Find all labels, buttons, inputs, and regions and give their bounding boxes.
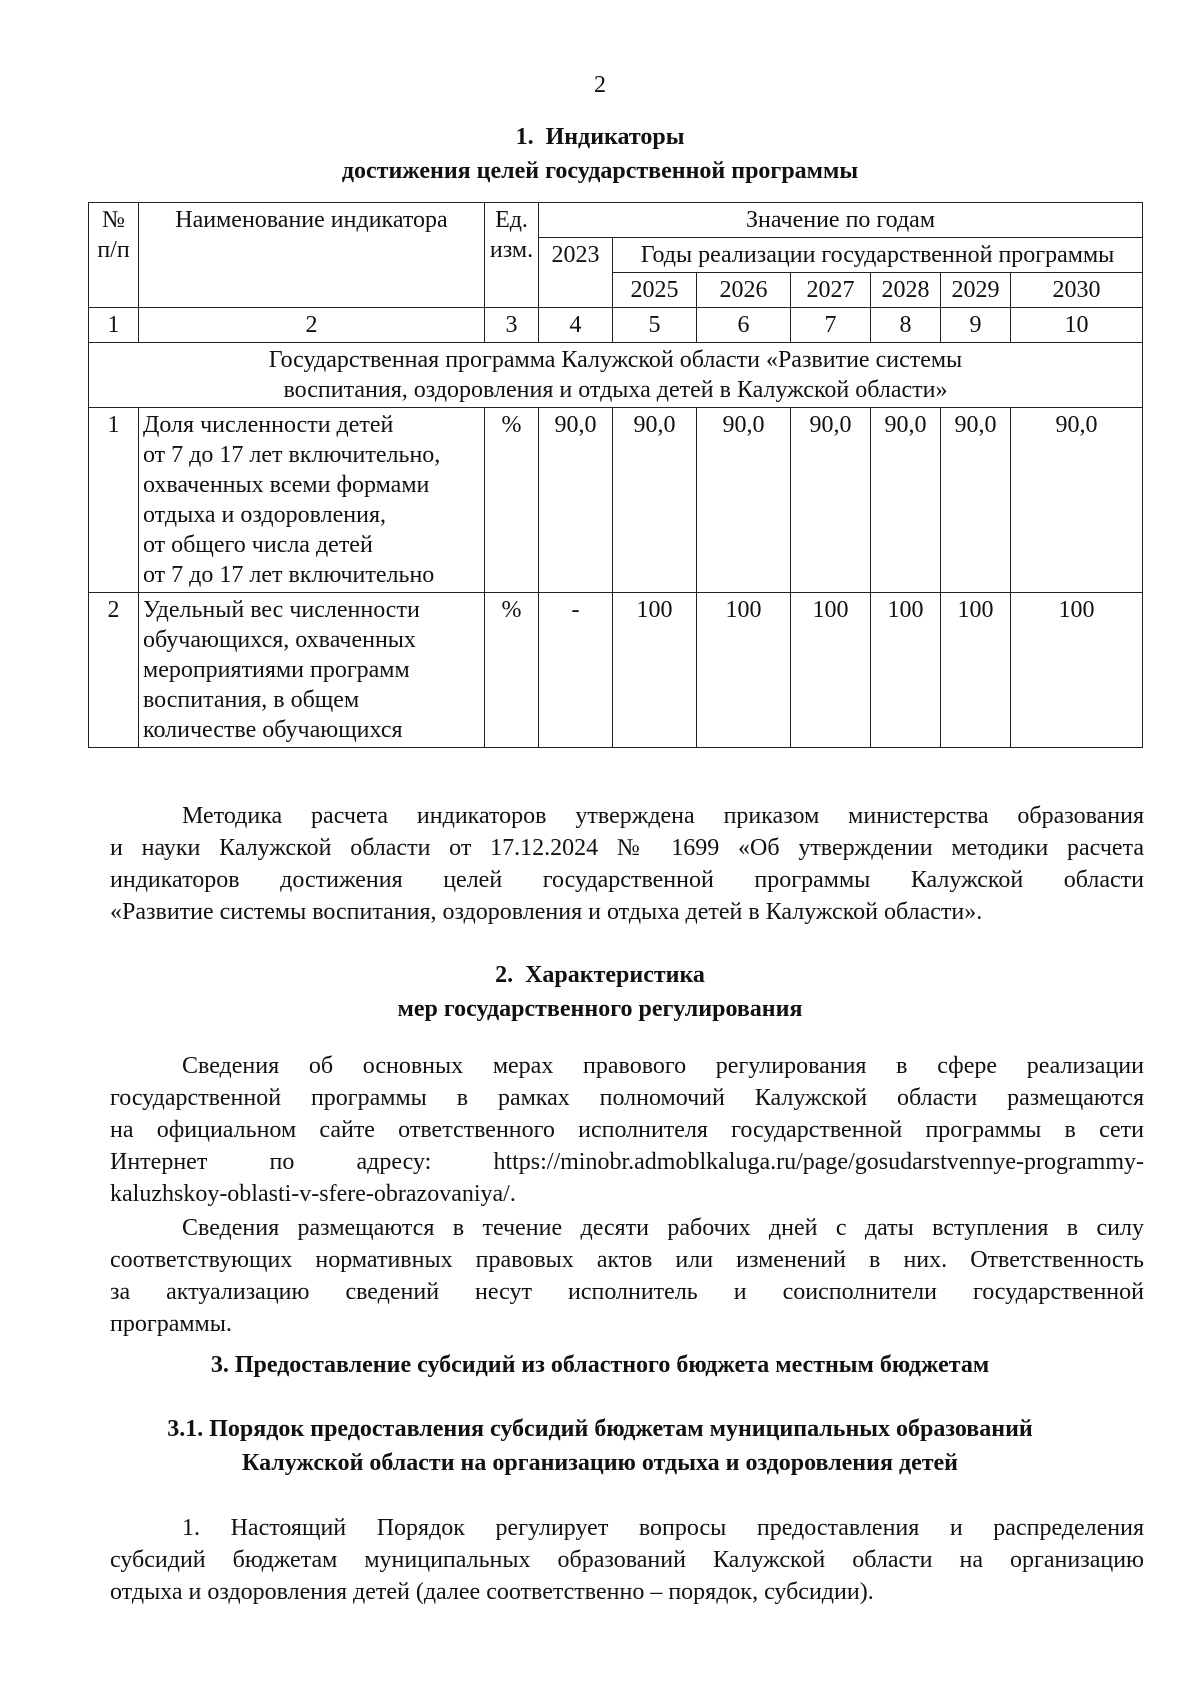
- header-name: Наименование индикатора: [139, 203, 485, 308]
- section2-heading: [0, 958, 1200, 1026]
- col-number: 8: [871, 308, 941, 343]
- row-value: 90,0: [871, 408, 941, 593]
- row-name: [139, 593, 485, 748]
- section3-heading: 3. Предоставление субсидий из областного бюджета местным бюджетам: [210, 1352, 990, 1378]
- section31-title-line1: 3.1. Порядок предоставления субсидий бюджетам муниципальных образований: [167, 1416, 1033, 1442]
- row-value: 100: [697, 593, 791, 748]
- row-name-line: от 7 до 17 лет включительно: [143, 562, 435, 588]
- header-base-year: 2023: [539, 238, 613, 308]
- section1-heading: [0, 120, 1200, 188]
- text-line: Сведения об основных мерах правового регулирования в сфере реализации: [182, 1053, 1144, 1079]
- text-line: и науки Калужской области от 17.12.2024 № 1699 «Об утверждении методики расчета: [110, 835, 1144, 861]
- row-value: 100: [791, 593, 871, 748]
- text-line: соответствующих нормативных правовых актов или изменений в них. Ответственность: [110, 1247, 1144, 1273]
- col-number: 10: [1011, 308, 1143, 343]
- section1-title-line2: достижения целей государственной программы: [341, 158, 859, 184]
- header-values: Значение по годам: [539, 203, 1143, 238]
- section2-paragraph2: [110, 1212, 1144, 1340]
- table-row: [89, 408, 1143, 593]
- program-title-row: [89, 343, 1143, 408]
- indicators-table: [88, 202, 1143, 748]
- methodology-paragraph: [110, 800, 1144, 928]
- row-value: 100: [871, 593, 941, 748]
- row-value: 100: [1011, 593, 1143, 748]
- text-line: индикаторов достижения целей государственной программы Калужской области: [110, 867, 1144, 893]
- section31-heading: [0, 1412, 1200, 1480]
- section2-title-line1: Характеристика: [525, 962, 705, 988]
- row-name: [139, 408, 485, 593]
- row-name-line: отдыха и оздоровления,: [143, 502, 386, 528]
- row-no: 1: [89, 408, 139, 593]
- text-line: Интернет по адресу: https://minobr.admoblkaluga.ru/page/gosudarstvennye-programmy-: [110, 1149, 1144, 1175]
- text-line: отдыха и оздоровления детей (далее соответственно – порядок, субсидии).: [110, 1579, 874, 1605]
- row-name-line: количестве обучающихся: [143, 717, 403, 743]
- header-year: 2030: [1011, 273, 1143, 308]
- header-year: 2025: [613, 273, 697, 308]
- row-value: 90,0: [1011, 408, 1143, 593]
- row-name-line: обучающихся, охваченных: [143, 627, 416, 653]
- header-year: 2027: [791, 273, 871, 308]
- col-number: 6: [697, 308, 791, 343]
- text-line: kaluzhskoy-oblasti-v-sfere-obrazovaniya/.: [110, 1181, 516, 1207]
- table-row: [89, 593, 1143, 748]
- col-number: 3: [485, 308, 539, 343]
- section31-title-line2: Калужской области на организацию отдыха и оздоровления детей: [241, 1450, 959, 1476]
- header-year: 2029: [941, 273, 1011, 308]
- header-impl-years: Годы реализации государственной программы: [613, 238, 1143, 273]
- row-name-line: воспитания, в общем: [143, 687, 360, 713]
- text-line: за актуализацию сведений несут исполнитель и соисполнители государственной: [110, 1279, 1144, 1305]
- text-line: Сведения размещаются в течение десяти рабочих дней с даты вступления в силу: [182, 1215, 1144, 1241]
- row-value: 90,0: [613, 408, 697, 593]
- col-number: 1: [89, 308, 139, 343]
- section2-paragraph1: [110, 1050, 1144, 1210]
- row-name-line: от общего числа детей: [143, 532, 373, 558]
- text-line: «Развитие системы воспитания, оздоровления и отдыха детей в Калужской области».: [110, 899, 983, 925]
- header-unit: Ед. изм.: [485, 203, 539, 308]
- program-title-line1: Государственная программа Калужской области «Развитие системы: [268, 347, 963, 373]
- header-year: 2028: [871, 273, 941, 308]
- section2-title-line2: мер государственного регулирования: [397, 996, 803, 1022]
- row-name-line: мероприятиями программ: [143, 657, 410, 683]
- text-line: государственной программы в рамках полномочий Калужской области размещаются: [110, 1085, 1144, 1111]
- page-number: 2: [594, 72, 606, 98]
- text-line: на официальном сайте ответственного исполнителя государственной программы в сети: [110, 1117, 1144, 1143]
- row-name-line: Удельный вес численности: [143, 597, 420, 623]
- text-line: программы.: [110, 1311, 232, 1337]
- program-title-line2: воспитания, оздоровления и отдыха детей в Калужской области»: [283, 377, 948, 403]
- row-value: 100: [613, 593, 697, 748]
- col-number: 2: [139, 308, 485, 343]
- row-value: 90,0: [697, 408, 791, 593]
- section1-title-line1: Индикаторы: [545, 124, 685, 150]
- header-year: 2026: [697, 273, 791, 308]
- row-value: 90,0: [791, 408, 871, 593]
- row-unit: %: [485, 593, 539, 748]
- col-number: 7: [791, 308, 871, 343]
- row-value: 100: [941, 593, 1011, 748]
- text-line: субсидий бюджетам муниципальных образований Калужской области на организацию: [110, 1547, 1144, 1573]
- row-name-line: охваченных всеми формами: [143, 472, 430, 498]
- row-name-line: от 7 до 17 лет включительно,: [143, 442, 441, 468]
- row-name-line: Доля численности детей: [143, 412, 394, 438]
- section1-number: 1.: [515, 124, 534, 150]
- row-no: 2: [89, 593, 139, 748]
- section31-paragraph: [110, 1512, 1144, 1608]
- col-number: 5: [613, 308, 697, 343]
- text-line: 1. Настоящий Порядок регулирует вопросы предоставления и распределения: [182, 1515, 1144, 1541]
- section2-number: 2.: [495, 962, 514, 988]
- header-no: № п/п: [89, 203, 139, 308]
- text-line: Методика расчета индикаторов утверждена приказом министерства образования: [182, 803, 1144, 829]
- col-number: 9: [941, 308, 1011, 343]
- row-unit: %: [485, 408, 539, 593]
- col-number: 4: [539, 308, 613, 343]
- row-base: -: [539, 593, 613, 748]
- row-base: 90,0: [539, 408, 613, 593]
- row-value: 90,0: [941, 408, 1011, 593]
